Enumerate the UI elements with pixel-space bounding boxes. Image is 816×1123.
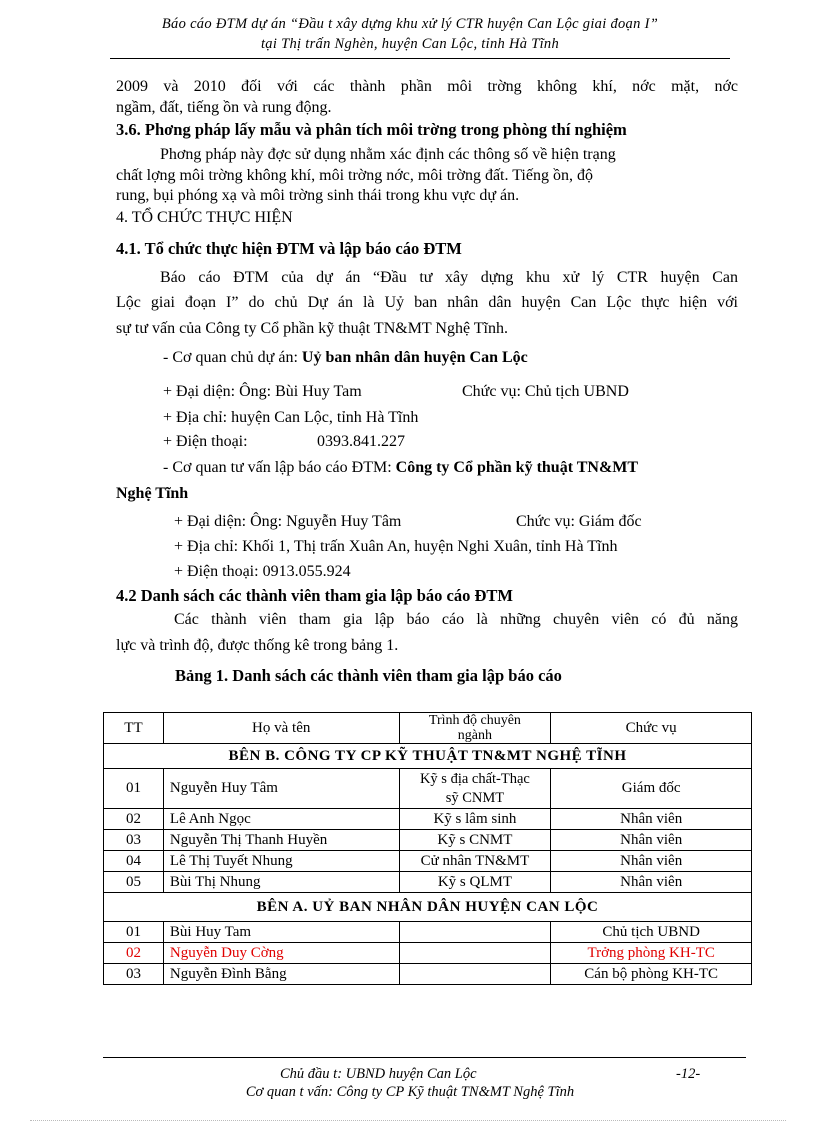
- row-b1-qualification: Kỹ s địa chất-Thạc sỹ CNMT: [399, 769, 551, 809]
- row-a2-qualification: [399, 943, 551, 964]
- heading-4-2: 4.2 Danh sách các thành viên tham gia lập báo cáo ĐTM: [116, 586, 513, 605]
- col-tt: TT: [104, 713, 164, 744]
- col-qualification: Trình độ chuyên ngành: [399, 713, 551, 744]
- row-b2-qualification: Kỹ s lâm sinh: [399, 809, 551, 830]
- consultant-name: Công ty Cổ phần kỹ thuật TN&MT: [395, 459, 639, 476]
- project-owner-label: - Cơ quan chủ dự án:: [163, 349, 302, 366]
- row-b5-qualification: Kỹ s QLMT: [399, 872, 551, 893]
- row-a1-qualification: [399, 922, 551, 943]
- heading-4: 4. TỔ CHỨC THỰC HIỆN: [116, 209, 293, 226]
- owner-phone-label: + Điện thoại:: [163, 433, 248, 450]
- paragraph-continued-line-1: 2009 và 2010 đối với các thành phần môi trờng không khí, nớc mặt, nớc: [116, 78, 738, 95]
- header-line-1: Báo cáo ĐTM dự án “Đầu t xây dựng khu xử lý CTR huyện Can Lộc giai đoạn I”: [161, 16, 659, 32]
- owner-phone: 0393.841.227: [317, 433, 405, 450]
- members-table: [103, 712, 752, 985]
- heading-3-6: 3.6. Phơng pháp lấy mẫu và phân tích môi trờng trong phòng thí nghiệm: [116, 120, 627, 139]
- row-a2-position: Trởng phòng KH-TC: [551, 943, 752, 964]
- consultant-representative-title: Chức vụ: Giám đốc: [516, 513, 642, 530]
- row-b5-position: Nhân viên: [551, 872, 752, 893]
- header-line-2: tại Thị trấn Nghèn, huyện Can Lộc, tỉnh Hà Tĩnh: [260, 36, 560, 52]
- row-b3-position: Nhân viên: [551, 830, 752, 851]
- owner-representative: + Đại diện: Ông: Bùi Huy Tam: [163, 383, 362, 400]
- paragraph-3-6-line-2: chất lợng môi trờng không khí, môi trờng nớc, môi trờng đất. Tiếng ồn, độ: [116, 167, 593, 184]
- row-a3-qualification: [399, 964, 551, 985]
- table-row: [104, 830, 752, 851]
- col-name: Họ và tên: [163, 713, 399, 744]
- consultant-address: + Địa chỉ: Khối 1, Thị trấn Xuân An, huyện Nghi Xuân, tỉnh Hà Tĩnh: [174, 538, 618, 555]
- heading-4-1: 4.1. Tổ chức thực hiện ĐTM và lập báo cáo ĐTM: [116, 239, 462, 258]
- consultant-label: - Cơ quan tư vấn lập báo cáo ĐTM:: [163, 459, 396, 476]
- owner-representative-title: Chức vụ: Chủ tịch UBND: [462, 383, 629, 400]
- footer-owner: Chủ đầu t: UBND huyện Can Lộc: [280, 1066, 477, 1082]
- page-number: -12-: [676, 1066, 701, 1082]
- row-b5-name: Bùi Thị Nhung: [163, 872, 399, 893]
- table-row: [104, 964, 752, 985]
- row-b4-name: Lê Thị Tuyết Nhung: [163, 851, 399, 872]
- consultant-name-continued: Nghệ Tĩnh: [116, 485, 189, 502]
- row-b3-name: Nguyễn Thị Thanh Huyền: [163, 830, 399, 851]
- table-caption: Bảng 1. Danh sách các thành viên tham gia lập báo cáo: [175, 666, 562, 685]
- paragraph-4-1-line-1: Báo cáo ĐTM của dự án “Đầu tư xây dựng khu xử lý CTR huyện Can: [160, 269, 738, 286]
- table-row: [104, 809, 752, 830]
- footer-consultant: Cơ quan t vấn: Công ty CP Kỹ thuật TN&MT Nghệ Tĩnh: [245, 1084, 575, 1100]
- row-a1-position: Chủ tịch UBND: [551, 922, 752, 943]
- project-owner-name: Uỷ ban nhân dân huyện Can Lộc: [301, 349, 528, 366]
- paragraph-continued-line-2: ngầm, đất, tiếng ồn và rung động.: [116, 99, 332, 116]
- row-a1-tt: 01: [104, 922, 164, 943]
- row-b2-position: Nhân viên: [551, 809, 752, 830]
- row-b3-qualification: Kỹ s CNMT: [399, 830, 551, 851]
- table-row-highlighted: [104, 943, 752, 964]
- paragraph-3-6-line-3: rung, bụi phóng xạ và môi trờng sinh thái trong khu vực dự án.: [116, 187, 520, 204]
- row-a2-name: Nguyễn Duy Cờng: [163, 943, 399, 964]
- table-row: [104, 872, 752, 893]
- row-b4-qualification: Cử nhân TN&MT: [399, 851, 551, 872]
- table-row: [104, 769, 752, 809]
- row-b1-position: Giám đốc: [551, 769, 752, 809]
- row-a1-name: Bùi Huy Tam: [163, 922, 399, 943]
- col-position: Chức vụ: [551, 713, 752, 744]
- table-row: [104, 922, 752, 943]
- row-b5-tt: 05: [104, 872, 164, 893]
- paragraph-4-1-line-2: Lộc giai đoạn I” do chủ Dự án là Uỷ ban nhân dân huyện Can Lộc thực hiện với: [116, 294, 738, 311]
- table-row: [104, 851, 752, 872]
- group-row-b: [104, 744, 752, 769]
- group-b-title: BÊN B. CÔNG TY CP KỸ THUẬT TN&MT NGHỆ TĨNH: [104, 744, 752, 769]
- row-b1-name: Nguyễn Huy Tâm: [163, 769, 399, 809]
- consultant-representative: + Đại diện: Ông: Nguyễn Huy Tâm: [174, 513, 402, 530]
- row-b3-tt: 03: [104, 830, 164, 851]
- row-b4-position: Nhân viên: [551, 851, 752, 872]
- row-b4-tt: 04: [104, 851, 164, 872]
- row-b2-name: Lê Anh Ngọc: [163, 809, 399, 830]
- paragraph-3-6-line-1: Phơng pháp này đợc sử dụng nhằm xác định các thông số về hiện trạng: [160, 146, 616, 163]
- group-a-title: BÊN A. UỶ BAN NHÂN DÂN HUYỆN CAN LỘC: [104, 893, 752, 922]
- owner-address: + Địa chỉ: huyện Can Lộc, tỉnh Hà Tĩnh: [163, 409, 419, 426]
- row-a2-tt: 02: [104, 943, 164, 964]
- table-header-row: [104, 713, 752, 744]
- paragraph-4-2-line-1: Các thành viên tham gia lập báo cáo là những chuyên viên có đủ năng: [174, 611, 738, 628]
- project-owner-line: [163, 348, 528, 368]
- consultant-line: [163, 458, 638, 478]
- paragraph-4-1-line-3: sự tư vấn của Công ty Cổ phần kỹ thuật TN&MT Nghệ Tĩnh.: [116, 320, 508, 337]
- row-a3-name: Nguyễn Đình Bằng: [163, 964, 399, 985]
- row-b1-tt: 01: [104, 769, 164, 809]
- footer-divider: [103, 1057, 746, 1058]
- row-a3-tt: 03: [104, 964, 164, 985]
- row-b2-tt: 02: [104, 809, 164, 830]
- consultant-phone: + Điện thoại: 0913.055.924: [174, 563, 351, 580]
- header-divider: [110, 58, 730, 59]
- page-bottom-edge: [30, 1120, 786, 1121]
- paragraph-4-2-line-2: lực và trình độ, được thống kê trong bảng 1.: [116, 637, 399, 654]
- group-row-a: [104, 893, 752, 922]
- row-a3-position: Cán bộ phòng KH-TC: [551, 964, 752, 985]
